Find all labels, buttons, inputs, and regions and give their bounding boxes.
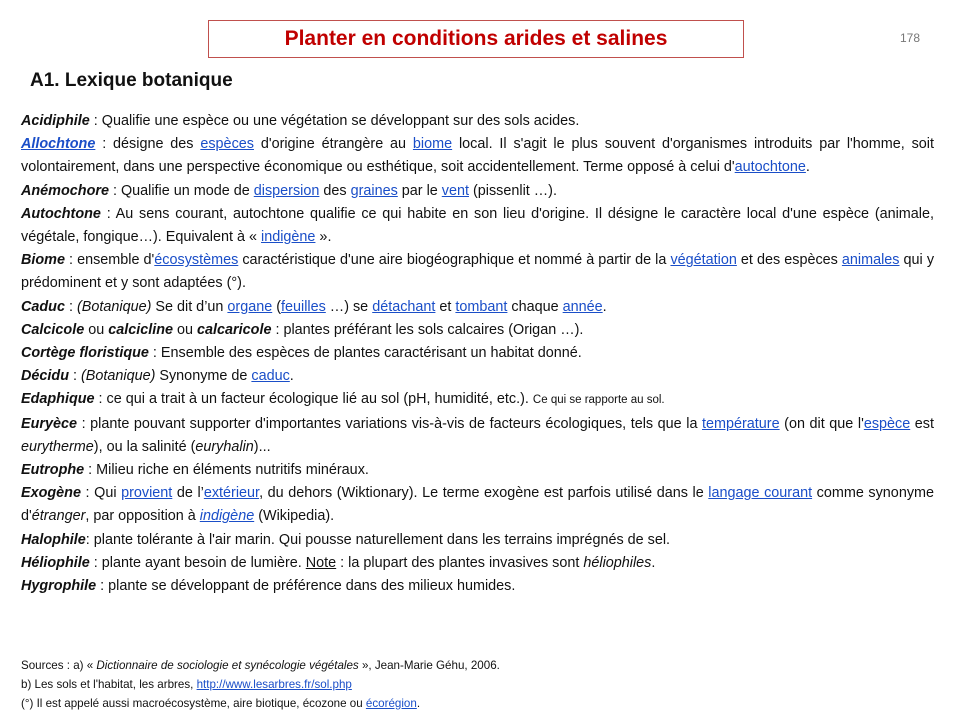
text: : plante pouvant supporter d'importantes variations vis-à-vis de facteurs écologiques, tels que la [77, 415, 703, 432]
link-langage-courant[interactable]: langage courant [708, 485, 813, 502]
entry-halophile [21, 529, 934, 552]
text: : la plupart des plantes invasives sont [336, 554, 584, 571]
sources [21, 656, 934, 713]
text: caractéristique d'une aire biogéographique et nommé à partir de la [238, 252, 671, 269]
link-animales[interactable]: animales [841, 252, 900, 269]
text: (Wikipedia). [254, 508, 335, 525]
source-title: Dictionnaire de sociologie et synécologie végétales [96, 659, 359, 672]
qualifier: (Botanique) [76, 298, 152, 315]
term-link[interactable]: Allochtone [21, 136, 96, 153]
link-dispersion[interactable]: dispersion [253, 182, 320, 199]
source-a [21, 656, 934, 675]
text: : Qualifie un mode de [108, 182, 254, 199]
text: », Jean-Marie Géhu, 2006. [358, 659, 500, 672]
definition: : Ensemble des espèces de plantes caractérisant un habitat donné. [148, 345, 582, 362]
source-b [21, 675, 934, 694]
text: . [602, 298, 607, 315]
term: Héliophile [21, 554, 90, 571]
definition: : ce qui a trait à un facteur écologique lié au sol (pH, humidité, etc.). [94, 391, 533, 408]
definition: : plantes préférant les sols calcaires (Origan …). [271, 321, 584, 338]
link-indigene[interactable]: indigène [261, 229, 316, 246]
text: , par opposition à [85, 508, 200, 525]
text: et [435, 298, 456, 315]
section-heading: A1. Lexique botanique [30, 70, 233, 91]
term: Biome [21, 252, 65, 269]
text: (pissenlit …). [468, 182, 557, 199]
italic-term: étranger [31, 508, 86, 525]
link-ecoregion[interactable]: écorégion [365, 697, 417, 710]
entry-decidu [21, 365, 934, 388]
entry-acidiphile [21, 110, 934, 133]
term: Eutrophe [21, 462, 85, 479]
link-graines[interactable]: graines [350, 182, 398, 199]
text: chaque [507, 298, 563, 315]
link-temperature[interactable]: température [702, 415, 780, 432]
text: . [416, 697, 421, 710]
term: Décidu [21, 368, 69, 385]
term: calcaricole [197, 321, 272, 338]
text: de l’ [172, 485, 204, 502]
entry-caduc [21, 296, 934, 319]
text: : [68, 368, 81, 385]
text: . [289, 368, 294, 385]
text: Synonyme de [155, 368, 252, 385]
term: calcicline [108, 321, 174, 338]
italic-term: euryhalin [195, 438, 254, 455]
text: (on dit que l' [779, 415, 864, 432]
text: par le [397, 182, 442, 199]
text: ), ou la salinité ( [93, 438, 196, 455]
link-tombant[interactable]: tombant [455, 298, 508, 315]
glossary [21, 110, 934, 598]
title-box [208, 20, 744, 58]
entry-autochtone [21, 203, 934, 249]
text: : désigne des [95, 136, 201, 153]
text: Sources : a) « [21, 659, 97, 672]
term: Hygrophile [21, 578, 97, 595]
text: : Qui [80, 485, 122, 502]
text: b) Les sols et l'habitat, les arbres, [21, 678, 197, 691]
text: des [319, 182, 351, 199]
link-vegetation[interactable]: végétation [670, 252, 737, 269]
italic-term: eurytherme [21, 438, 94, 455]
text: ( [272, 298, 282, 315]
note-label: Note [305, 554, 337, 571]
link-espece[interactable]: espèce [863, 415, 911, 432]
link-caduc[interactable]: caduc [251, 368, 290, 385]
page-title: Planter en conditions arides et salines [284, 27, 668, 50]
link-vent[interactable]: vent [441, 182, 469, 199]
entry-anemochore [21, 180, 934, 203]
source-c [21, 694, 934, 713]
link-organe[interactable]: organe [227, 298, 273, 315]
text: . [805, 159, 810, 176]
entry-biome [21, 249, 934, 295]
entry-exogene [21, 482, 934, 528]
link-ecosystemes[interactable]: écosystèmes [154, 252, 239, 269]
entry-cortege [21, 342, 934, 365]
page-number: 178 [900, 31, 921, 45]
link-detachant[interactable]: détachant [372, 298, 436, 315]
text: , du dehors (Wiktionary). Le terme exogène est parfois utilisé dans le [259, 485, 709, 502]
entry-heliophile [21, 552, 934, 575]
link-especes[interactable]: espèces [200, 136, 254, 153]
link-annee[interactable]: année [562, 298, 603, 315]
definition: : plante tolérante à l'air marin. Qui pousse naturellement dans les terrains imprégnés de sel. [85, 531, 671, 548]
text: qui y prédominent et y sont adaptées (°). [21, 252, 935, 292]
link-indigene[interactable]: indigène [199, 508, 255, 525]
term: Edaphique [21, 391, 95, 408]
text: : plante ayant besoin de lumière. [89, 554, 306, 571]
text: : Au sens courant, autochtone qualifie ce qui habite en son lieu d'origine. Il désigne le caractère local d'une espèce (animale, végétale, fongique…). Equivalent à « [21, 205, 934, 246]
source-link[interactable]: http://www.lesarbres.fr/sol.php [196, 678, 352, 691]
text: local. Il s'agit le plus souvent d'organismes introduits par l'homme, soit volontairement, dans une perspective économique ou esthétique, soit accidentellement. Terme opposé à celui d' [21, 136, 934, 176]
entry-calcicole [21, 319, 934, 342]
definition: : Milieu riche en éléments nutritifs minéraux. [84, 462, 369, 479]
text: …) se [325, 298, 373, 315]
link-biome[interactable]: biome [412, 136, 453, 153]
text: (°) Il est appelé aussi macroécosystème, aire biotique, écozone ou [21, 697, 366, 710]
term: Anémochore [21, 182, 109, 199]
text: comme synonyme d' [21, 485, 935, 525]
term: Autochtone [21, 205, 101, 222]
link-provient[interactable]: provient [121, 485, 173, 502]
text: d'origine étrangère au [253, 136, 413, 153]
term: Exogène [21, 485, 81, 502]
link-autochtone[interactable]: autochtone [734, 159, 806, 176]
term: Halophile [21, 531, 86, 548]
entry-euryece [21, 413, 934, 459]
text: est [910, 415, 934, 432]
note-small: Ce qui se rapporte au sol. [532, 394, 665, 407]
text: )... [253, 438, 271, 455]
text: Se dit d’un [151, 298, 228, 315]
term: Acidiphile [21, 113, 90, 129]
term: Euryèce [21, 415, 78, 432]
entry-hygrophile [21, 575, 934, 598]
definition: : Qualifie une espèce ou une végétation se développant sur des sols acides. [89, 113, 580, 129]
text: ou [84, 321, 109, 338]
link-exterieur[interactable]: extérieur [203, 485, 260, 502]
term: Caduc [21, 298, 65, 315]
term: Calcicole [21, 321, 85, 338]
definition: : plante se développant de préférence dans des milieux humides. [96, 578, 516, 595]
term: Cortège floristique [21, 345, 149, 362]
text: et des espèces [736, 252, 842, 269]
text: ». [315, 229, 332, 246]
italic-term: héliophiles [583, 554, 652, 571]
entry-eutrophe [21, 459, 934, 482]
text: : [64, 298, 77, 315]
entry-allochtone [21, 133, 934, 179]
link-feuilles[interactable]: feuilles [281, 298, 326, 315]
text: : ensemble d' [64, 252, 155, 269]
text: . [651, 554, 656, 571]
text: ou [173, 321, 198, 338]
qualifier: (Botanique) [80, 368, 156, 385]
entry-edaphique [21, 388, 934, 412]
